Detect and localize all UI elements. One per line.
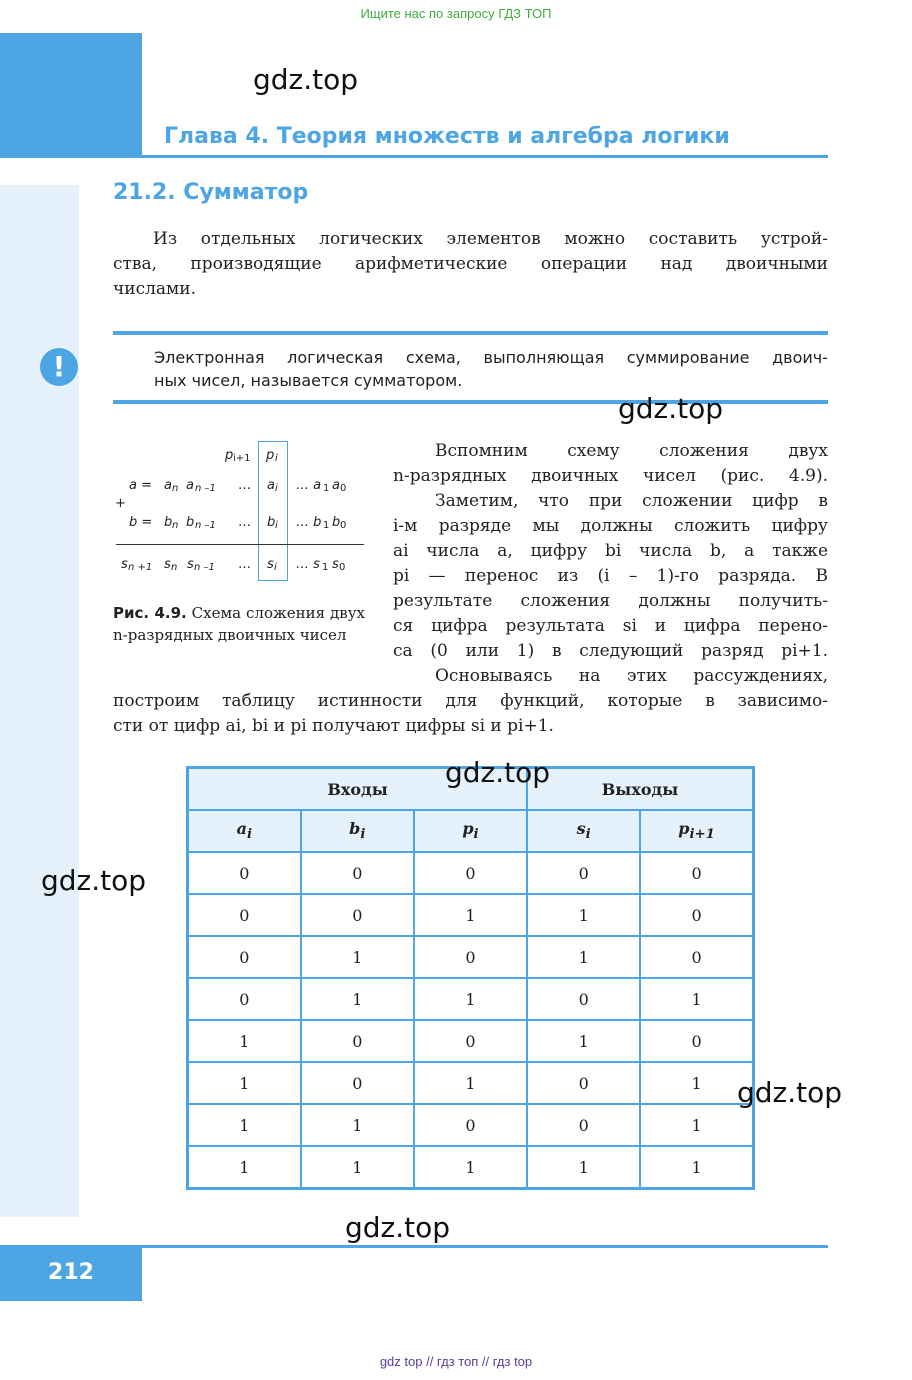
- text-line: Заметим, что при сложении цифр в: [435, 491, 828, 511]
- scheme-index: 0: [340, 520, 347, 531]
- scheme-digit: b: [186, 515, 195, 530]
- top-banner: Ищите нас по запросу ГДЗ ТОП: [360, 6, 552, 21]
- plus-sign: +: [115, 496, 126, 511]
- scheme-digit: b: [164, 515, 173, 530]
- table-cell: 1: [527, 1146, 640, 1189]
- table-cell: 1: [527, 1020, 640, 1062]
- intro-line: числами.: [113, 279, 196, 299]
- table-cell: 0: [527, 978, 640, 1020]
- inputs-header: Входы: [188, 768, 528, 811]
- carry-label: p: [225, 448, 234, 463]
- scheme-index: i: [275, 520, 278, 531]
- table-cell: 0: [301, 1020, 414, 1062]
- table-cell: 1: [301, 936, 414, 978]
- column-header: $s_i$: [527, 810, 640, 852]
- table-cell: 0: [414, 852, 527, 894]
- table-cell: 1: [301, 1104, 414, 1146]
- scheme-digit: b: [267, 515, 276, 530]
- table-cell: 1: [640, 978, 753, 1020]
- table-cell: 0: [301, 1062, 414, 1104]
- table-cell: 1: [188, 1020, 301, 1062]
- text-line: ai числа a, цифру bi числа b, а также: [393, 541, 828, 561]
- scheme-index: n –1: [194, 562, 215, 573]
- header-color-block: [0, 33, 142, 157]
- scheme-digit: … b: [296, 515, 322, 530]
- scheme-index: 1: [322, 562, 329, 573]
- exclamation-icon: !: [40, 348, 78, 386]
- truth-table: [186, 766, 755, 1190]
- scheme-digit: … s: [296, 557, 320, 572]
- intro-line: ства, производящие арифметические операции над двоичными: [113, 254, 828, 274]
- table-cell: 1: [640, 1062, 753, 1104]
- table-cell: 1: [640, 1104, 753, 1146]
- figure-caption: [113, 602, 365, 646]
- column-header: $b_i$: [301, 810, 414, 852]
- scheme-index: 1: [323, 483, 330, 494]
- text-line: Основываясь на этих рассуждениях,: [435, 666, 828, 686]
- table-cell: 0: [640, 852, 753, 894]
- table-cell: 0: [414, 936, 527, 978]
- table-cell: 1: [414, 978, 527, 1020]
- carry-index: i: [275, 453, 278, 464]
- table-cell: 1: [188, 1104, 301, 1146]
- table-cell: 0: [640, 894, 753, 936]
- table-cell: 0: [301, 894, 414, 936]
- table-cell: 0: [414, 1104, 527, 1146]
- table-cell: 0: [640, 1020, 753, 1062]
- table-cell: 0: [640, 936, 753, 978]
- definition-line: Электронная логическая схема, выполняющая суммирование двоич-: [154, 348, 828, 367]
- table-cell: 1: [414, 1146, 527, 1189]
- text-line: сти от цифр ai, bi и pi получают цифры si и pi+1.: [113, 716, 554, 736]
- intro-line: Из отдельных логических элементов можно составить устрой-: [153, 229, 828, 249]
- table-row: [188, 1020, 754, 1062]
- row-a-label: a =: [129, 478, 152, 493]
- scheme-index: n –1: [195, 520, 216, 531]
- scheme-index: n: [172, 520, 179, 531]
- footer-rule: [142, 1245, 828, 1248]
- side-strip: [0, 185, 79, 1217]
- scheme-index: n: [172, 483, 179, 494]
- carry-label: p: [266, 448, 275, 463]
- page-number: 212: [0, 1245, 142, 1301]
- text-line: i-м разряде мы должны сложить цифру: [393, 516, 828, 536]
- table-cell: 1: [414, 1062, 527, 1104]
- watermark: gdz.top: [737, 1076, 843, 1109]
- text-line: построим таблицу истинности для функций, которые в зависимо-: [113, 691, 828, 711]
- scheme-index: n: [171, 562, 178, 573]
- row-b-label: b =: [129, 515, 153, 530]
- caption-text: Схема сложения двух n-разрядных двоичных чисел: [113, 604, 365, 644]
- scheme-digit: … a: [296, 478, 322, 493]
- table-cell: 0: [188, 894, 301, 936]
- definition-top-rule: [113, 331, 828, 335]
- footer-links: gdz top // гдз топ // гдз top: [379, 1354, 533, 1369]
- table-cell: 1: [527, 936, 640, 978]
- sum-line: [116, 544, 364, 545]
- table-cell: 1: [301, 978, 414, 1020]
- scheme-digit: a: [164, 478, 172, 493]
- table-cell: 1: [640, 1146, 753, 1189]
- text-line: ся цифра результата si и цифра перено-: [393, 616, 828, 636]
- text-line: результате сложения должны получить-: [393, 591, 828, 611]
- carry-index: i+1: [233, 453, 251, 464]
- scheme-index: 0: [339, 562, 346, 573]
- scheme-index: n +1: [128, 562, 153, 573]
- table-cell: 0: [527, 1104, 640, 1146]
- caption-label: Рис. 4.9.: [113, 604, 187, 622]
- scheme-index: i: [274, 562, 277, 573]
- scheme-digit: b: [332, 515, 341, 530]
- table-row: [188, 852, 754, 894]
- watermark: gdz.top: [618, 392, 724, 425]
- scheme-index: 1: [323, 520, 330, 531]
- table-cell: 0: [188, 978, 301, 1020]
- scheme-digit: a: [267, 478, 275, 493]
- watermark: gdz.top: [253, 63, 359, 96]
- table-cell: 0: [527, 1062, 640, 1104]
- column-header: $p_i$: [414, 810, 527, 852]
- table-row: [188, 936, 754, 978]
- scheme-ellipsis: …: [238, 557, 251, 572]
- table-cell: 0: [301, 852, 414, 894]
- scheme-digit: s: [164, 557, 171, 572]
- table-cell: 0: [188, 936, 301, 978]
- table-cell: 1: [301, 1146, 414, 1189]
- section-title: 21.2. Сумматор: [113, 180, 309, 205]
- scheme-digit: s: [332, 557, 339, 572]
- scheme-index: i: [275, 483, 278, 494]
- chapter-title: Глава 4. Теория множеств и алгебра логики: [164, 124, 730, 149]
- watermark: gdz.top: [41, 864, 147, 897]
- table-cell: 1: [188, 1146, 301, 1189]
- table-cell: 0: [527, 852, 640, 894]
- table-row: [188, 1146, 754, 1189]
- scheme-ellipsis: …: [238, 515, 251, 530]
- outputs-header: Выходы: [527, 768, 753, 811]
- table-row: [188, 1062, 754, 1104]
- watermark: gdz.top: [445, 756, 551, 789]
- scheme-digit: a: [186, 478, 194, 493]
- scheme-digit: s: [267, 557, 274, 572]
- table-row: [188, 1104, 754, 1146]
- table-row: [188, 894, 754, 936]
- text-line: n-разрядных двоичных чисел (рис. 4.9).: [393, 466, 828, 486]
- table-cell: 0: [188, 852, 301, 894]
- text-line: Вспомним схему сложения двух: [435, 441, 828, 461]
- column-header: $a_i$: [188, 810, 301, 852]
- table-cell: 0: [414, 1020, 527, 1062]
- text-line: са (0 или 1) в следующий разряд pi+1.: [393, 641, 828, 661]
- table-cell: 1: [527, 894, 640, 936]
- table-row: [188, 978, 754, 1020]
- scheme-digit: a: [332, 478, 340, 493]
- definition-line: ных чисел, называется сумматором.: [154, 371, 463, 390]
- scheme-digit: s: [121, 557, 128, 572]
- table-cell: 1: [188, 1062, 301, 1104]
- watermark: gdz.top: [345, 1211, 451, 1244]
- text-line: pi — перенос из (i – 1)-го разряда. В: [393, 566, 828, 586]
- scheme-ellipsis: …: [238, 478, 251, 493]
- header-rule: [0, 155, 828, 158]
- scheme-index: n –1: [195, 483, 216, 494]
- table-cell: 1: [414, 894, 527, 936]
- scheme-index: 0: [340, 483, 347, 494]
- column-header: $p_{i+1}$: [640, 810, 753, 852]
- scheme-digit: s: [187, 557, 194, 572]
